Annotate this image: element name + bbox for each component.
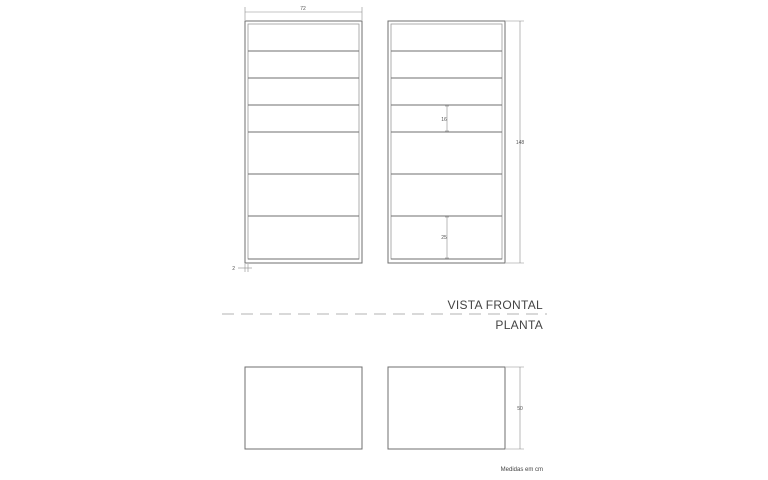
width-dim-label: 72: [300, 6, 306, 12]
drawer-large-dim-label: 25: [441, 235, 447, 241]
units-note: Medidas em cm: [500, 467, 543, 473]
plan-view-title: PLANTA: [495, 318, 543, 332]
depth-dimension: [506, 367, 524, 449]
right-cabinet-outline: [388, 21, 505, 263]
right-plan-view: [388, 367, 505, 449]
left-cabinet-inner: [248, 24, 359, 259]
drawer-large-dimension: [441, 217, 449, 258]
left-front-view: [245, 21, 362, 263]
height-dim-label: 148: [515, 140, 525, 146]
left-plan-view: [245, 367, 362, 449]
right-front-view: [388, 21, 505, 263]
right-cabinet-inner: [391, 24, 502, 259]
drawer-small-dim-label: 16: [441, 117, 447, 123]
width-dimension: [245, 6, 362, 20]
drawer-small-dimension: [441, 106, 449, 131]
thickness-dimension: [232, 264, 252, 272]
thickness-dim-label: 2: [232, 266, 235, 272]
height-dimension: [506, 21, 524, 263]
depth-dim-label: 50: [517, 406, 523, 412]
front-view-title: VISTA FRONTAL: [447, 298, 543, 312]
left-cabinet-outline: [245, 21, 362, 263]
